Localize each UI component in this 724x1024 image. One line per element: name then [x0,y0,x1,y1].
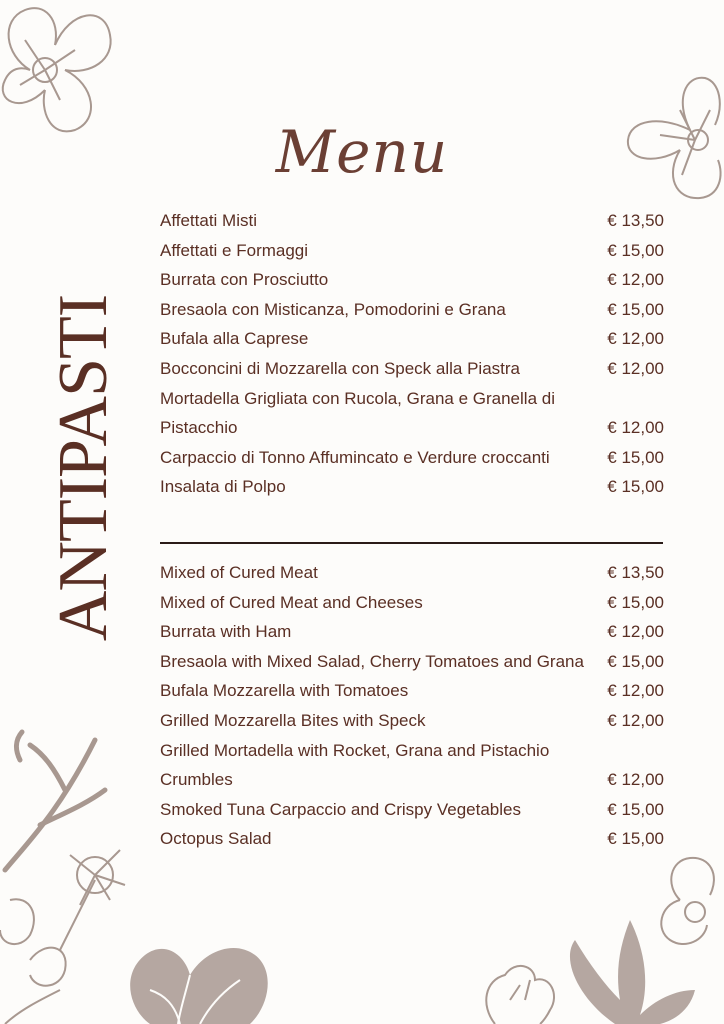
item-price: € 15,00 [607,299,664,319]
item-name: Smoked Tuna Carpaccio and Crispy Vegetables [160,799,521,819]
list-item [160,706,664,736]
item-name: Burrata with Ham [160,622,292,642]
item-price: € 15,00 [607,447,664,467]
item-name: Octopus Salad [160,829,272,849]
item-name: Bresaola con Misticanza, Pomodorini e Grana [160,299,506,319]
list-item [160,558,664,588]
list-item [160,824,664,854]
section-label: ANTIPASTI [45,294,122,642]
item-price: € 12,00 [607,622,664,642]
item-name: Mixed of Cured Meat [160,563,318,582]
list-item [160,324,664,354]
item-name: Grilled Mozzarella Bites with Speck [160,710,426,730]
item-price: € 15,00 [607,477,664,497]
item-name: Affettati e Formaggi [160,240,309,260]
list-item [160,206,664,236]
item-name: Mixed of Cured Meat and Cheeses [160,592,423,612]
item-name: Bresaola with Mixed Salad, Cherry Tomatoes and Grana [160,651,584,671]
list-item [160,384,664,443]
item-price: € 12,00 [607,358,664,378]
item-price: € 15,00 [607,240,664,260]
english-items-list [160,558,664,854]
item-price: € 15,00 [607,592,664,612]
list-item [160,588,664,618]
item-name: Carpaccio di Tonno Affumincato e Verdure croccanti [160,447,550,467]
item-name: Insalata di Polpo [160,477,286,497]
list-item [160,265,664,295]
item-price: € 12,00 [607,681,664,701]
list-item [160,736,664,795]
menu-title: Menu [275,118,449,186]
section-divider [160,542,663,544]
item-name: Mortadella Grigliata con Rucola, Grana e Granella di Pistacchio [160,388,555,438]
item-price: € 12,00 [607,329,664,349]
list-item [160,236,664,266]
item-name: Bufala alla Caprese [160,329,309,349]
list-item [160,443,664,473]
item-name: Bufala Mozzarella with Tomatoes [160,681,409,701]
item-name: Affettati Misti [160,211,257,230]
item-price: € 15,00 [607,829,664,849]
item-name: Bocconcini di Mozzarella con Speck alla Piastra [160,358,521,378]
item-price: € 13,50 [607,563,664,582]
list-item [160,676,664,706]
list-item [160,617,664,647]
item-price: € 12,00 [607,770,664,790]
item-price: € 12,00 [607,710,664,730]
flowers-bottom-right-icon [455,850,724,1024]
item-price: € 12,00 [607,270,664,290]
list-item [160,647,664,677]
item-price: € 15,00 [607,651,664,671]
item-price: € 13,50 [607,211,664,230]
item-name: Grilled Mortadella with Rocket, Grana and Pistachio Crumbles [160,740,550,790]
list-item [160,295,664,325]
item-price: € 15,00 [607,799,664,819]
list-item [160,795,664,825]
item-name: Burrata con Prosciutto [160,270,329,290]
flowers-bottom-left-icon [0,840,290,1024]
item-price: € 12,00 [607,418,664,438]
italian-items-list [160,206,664,502]
list-item [160,354,664,384]
list-item [160,472,664,502]
